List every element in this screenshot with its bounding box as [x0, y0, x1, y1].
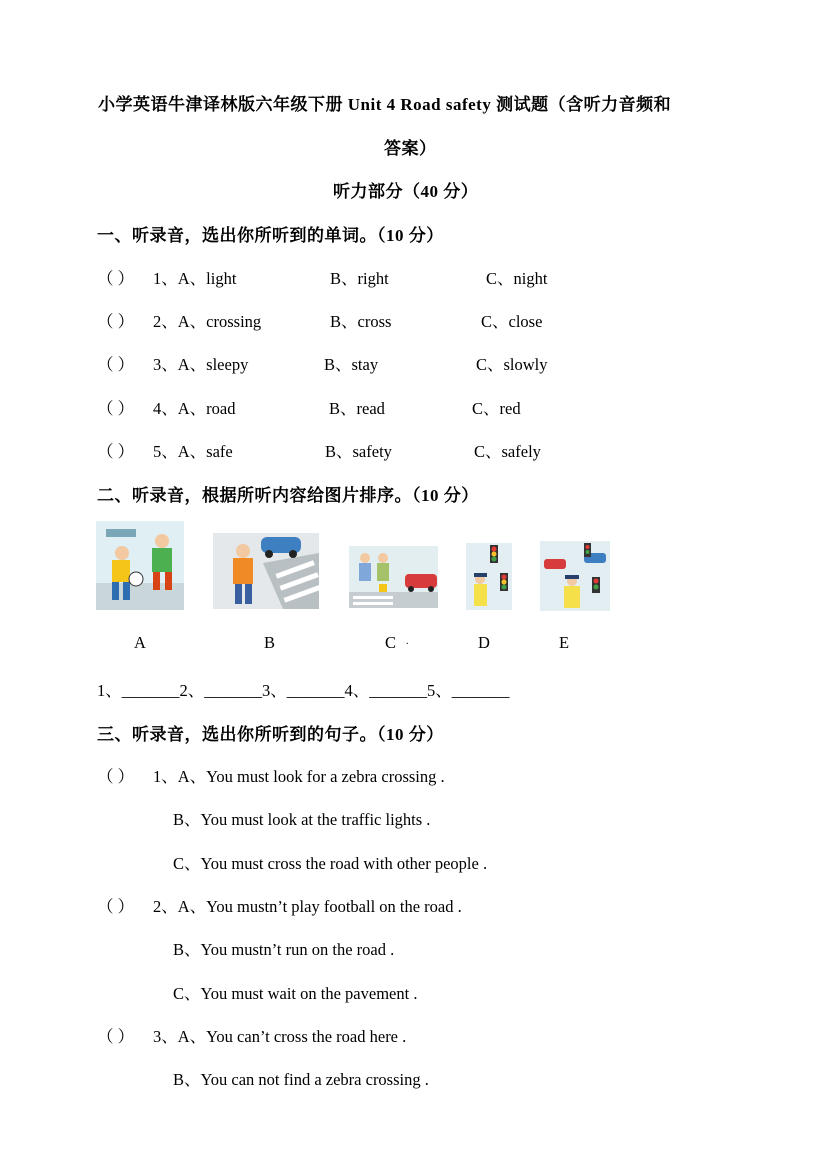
sentence-a: 2、A、You mustn’t play football on the road . — [153, 897, 462, 916]
option-c: C、red — [472, 399, 521, 418]
listening-header: 听力部分（40 分） — [333, 182, 479, 201]
option-c: C、safely — [474, 442, 541, 461]
sentence-b: B、You mustn’t run on the road . — [173, 940, 395, 959]
option-c: C、close — [481, 312, 543, 331]
document-title-line1: 小学英语牛津译林版六年级下册 Unit 4 Road safety 测试题（含听力音频和 — [98, 95, 672, 114]
part2-heading: 二、听录音，根据所听内容给图片排序。（10 分） — [97, 486, 479, 505]
answer-bracket[interactable]: （ ） — [97, 767, 135, 786]
answer-bracket[interactable]: （ ） — [97, 269, 135, 288]
picture-label-c-dot: . — [406, 636, 409, 647]
option-b: B、stay — [324, 355, 379, 374]
picture-label-b: B — [264, 633, 276, 652]
answer-bracket[interactable]: （ ） — [97, 442, 135, 461]
answer-bracket[interactable]: （ ） — [97, 312, 135, 331]
option-b: B、cross — [330, 312, 392, 331]
answer-bracket[interactable]: （ ） — [97, 1027, 135, 1046]
option-b: B、right — [330, 269, 389, 288]
sentence-b: B、You can not find a zebra crossing . — [173, 1070, 429, 1089]
option-b: B、safety — [325, 442, 392, 461]
people-waiting-to-cross-picture — [349, 546, 438, 608]
picture-label-a: A — [134, 633, 146, 652]
option-a: 5、A、safe — [153, 442, 233, 461]
sentence-c: C、You must cross the road with other people . — [173, 854, 488, 873]
picture-label-e: E — [559, 633, 570, 652]
policeman-traffic-light-picture — [466, 543, 512, 610]
answer-bracket[interactable]: （ ） — [97, 399, 135, 418]
part1-heading: 一、听录音，选出你所听到的单词。（10 分） — [97, 226, 444, 245]
sentence-a: 3、A、You can’t cross the road here . — [153, 1027, 407, 1046]
option-a: 3、A、sleepy — [153, 355, 249, 374]
answer-bracket[interactable]: （ ） — [97, 355, 135, 374]
option-a: 2、A、crossing — [153, 312, 262, 331]
ordering-answer-line[interactable]: 1、_______2、_______3、_______4、_______5、_______ — [97, 681, 510, 700]
picture-label-d: D — [478, 633, 490, 652]
policeman-cars-picture — [540, 541, 610, 611]
part3-heading: 三、听录音，选出你所听到的句子。（10 分） — [97, 725, 444, 744]
sentence-c: C、You must wait on the pavement . — [173, 984, 418, 1003]
option-a: 4、A、road — [153, 399, 236, 418]
option-c: C、night — [486, 269, 548, 288]
kids-playing-football-picture — [96, 521, 184, 610]
sentence-b: B、You must look at the traffic lights . — [173, 810, 431, 829]
option-a: 1、A、light — [153, 269, 237, 288]
option-b: B、read — [329, 399, 385, 418]
picture-label-c: C — [385, 633, 397, 652]
answer-bracket[interactable]: （ ） — [97, 897, 135, 916]
document-title-line2: 答案） — [384, 139, 437, 158]
option-c: C、slowly — [476, 355, 548, 374]
boy-at-zebra-crossing-picture — [213, 533, 319, 609]
sentence-a: 1、A、You must look for a zebra crossing . — [153, 767, 445, 786]
